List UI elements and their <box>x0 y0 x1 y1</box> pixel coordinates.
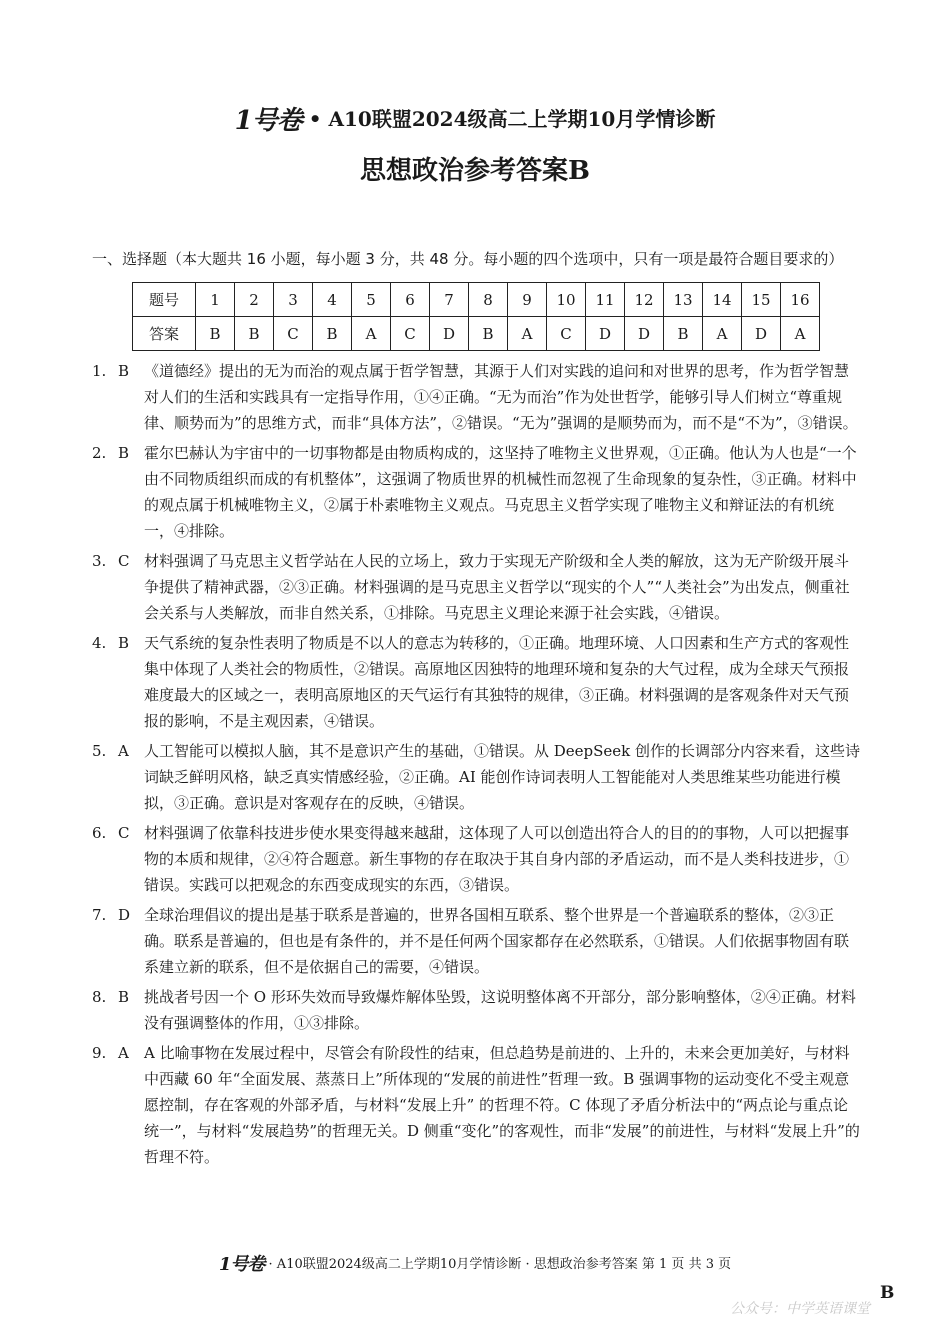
table-row-answers <box>133 317 820 351</box>
answer-cell: D <box>742 317 781 351</box>
footer <box>0 1250 950 1276</box>
header-title: • A10联盟2024级高二上学期10月学情诊断 <box>308 107 716 131</box>
question-number-cell: 4 <box>313 283 352 317</box>
item-number: 9. <box>92 1044 107 1062</box>
item-answer-letter: D <box>118 906 131 924</box>
question-number-cell: 16 <box>781 283 820 317</box>
list-item <box>92 1040 862 1170</box>
question-number-cell: 2 <box>235 283 274 317</box>
answer-cell: C <box>274 317 313 351</box>
answer-cell: A <box>703 317 742 351</box>
item-number: 8. <box>92 988 107 1006</box>
item-explanation: A 比喻事物在发展过程中，尽管会有阶段性的结束，但总趋势是前进的、上升的，未来会更加美好，与材料中西藏 60 年“全面发展、蒸蒸日上”所体现的“发展的前进性”哲理一致。B 强调事物的运动变化不受主观意愿控制，存在客观的外部矛盾，与材料“发展上升” 的哲理不符。C 体现了矛盾分析法中的“两点论与重点论统一”，与材料“发展趋势”的哲理无关。D 侧重“变化”的客观性，而非“发展”的前进性，与材料“发展上升”的哲理不符。 <box>144 1044 860 1166</box>
section-heading: 一、选择题（本大题共 16 小题，每小题 3 分，共 48 分。每小题的四个选项中，只有一项是最符合题目要求的） <box>92 250 844 268</box>
table-row-numbers <box>133 283 820 317</box>
item-explanation: 材料强调了依靠科技进步使水果变得越来越甜，这体现了人可以创造出符合人的目的的事物，人可以把握事物的本质和规律，②④符合题意。新生事物的存在取决于其自身内部的矛盾运动，而不是人类科技进步，①错误。实践可以把观念的东西变成现实的东西，③错误。 <box>144 824 850 894</box>
answer-explanations <box>92 358 862 1174</box>
watermark: 公众号：中学英语课堂 <box>730 1301 870 1317</box>
item-number: 2. <box>92 444 107 462</box>
answer-cell: D <box>625 317 664 351</box>
page-title: 思想政治参考答案B <box>360 156 590 186</box>
item-answer-letter: A <box>118 1044 129 1062</box>
answer-cell: C <box>391 317 430 351</box>
item-explanation: 挑战者号因一个 O 形环失效而导致爆炸解体坠毁，这说明整体离不开部分，部分影响整体，②④正确。材料没有强调整体的作用，①③排除。 <box>144 988 856 1032</box>
item-explanation: 《道德经》提出的无为而治的观点属于哲学智慧，其源于人们对实践的追问和对世界的思考，作为哲学智慧对人们的生活和实践具有一定指导作用，①④正确。“无为而治”作为处世哲学，能够引导人们树立“尊重规律、顺势而为”的思维方式，而非“具体方法”，②错误。“无为”强调的是顺势而为，而不是“不为”，③错误。 <box>144 362 858 432</box>
answer-cell: B <box>313 317 352 351</box>
list-item <box>92 440 862 544</box>
question-number-cell: 9 <box>508 283 547 317</box>
list-item <box>92 630 862 734</box>
question-number-cell: 1 <box>196 283 235 317</box>
table-header-cell: 答案 <box>133 317 196 351</box>
question-number-cell: 15 <box>742 283 781 317</box>
item-explanation: 人工智能可以模拟人脑，其不是意识产生的基础，①错误。从 DeepSeek 创作的长调部分内容来看，这些诗词缺乏鲜明风格，缺乏真实情感经验，②正确。AI 能创作诗词表明人工智能能对人类思维某些功能进行模拟，③正确。意识是对客观存在的反映，④错误。 <box>144 742 861 812</box>
answer-cell: B <box>469 317 508 351</box>
answer-cell: B <box>235 317 274 351</box>
list-item <box>92 738 862 816</box>
list-item <box>92 984 862 1036</box>
item-number: 6. <box>92 824 107 842</box>
item-answer-letter: C <box>118 824 130 842</box>
answer-cell: D <box>430 317 469 351</box>
brand-logo: 1号卷 <box>234 106 302 136</box>
item-number: 5. <box>92 742 107 760</box>
footer-logo: 1号卷 <box>218 1254 265 1275</box>
question-number-cell: 12 <box>625 283 664 317</box>
question-number-cell: 8 <box>469 283 508 317</box>
list-item <box>92 548 862 626</box>
item-number: 7. <box>92 906 107 924</box>
item-explanation: 材料强调了马克思主义哲学站在人民的立场上，致力于实现无产阶级和全人类的解放，这为无产阶级开展斗争提供了精神武器，②③正确。材料强调的是马克思主义哲学以“现实的个人”“人类社会”为出发点，侧重社会关系与人类解放，而非自然关系，①排除。马克思主义理论来源于社会实践，④错误。 <box>144 552 850 622</box>
answer-cell: D <box>586 317 625 351</box>
answer-cell: A <box>352 317 391 351</box>
question-number-cell: 10 <box>547 283 586 317</box>
item-explanation: 霍尔巴赫认为宇宙中的一切事物都是由物质构成的，这坚持了唯物主义世界观，①正确。他认为人也是“一个由不同物质组织而成的有机整体”，这强调了物质世界的机械性而忽视了生命现象的复杂性，③正确。材料中的观点属于机械唯物主义，②属于朴素唯物主义观点。马克思主义哲学实现了唯物主义和辩证法的有机统一，④排除。 <box>144 444 857 540</box>
item-explanation: 天气系统的复杂性表明了物质是不以人的意志为转移的，①正确。地理环境、人口因素和生产方式的客观性集中体现了人类社会的物质性，②错误。高原地区因独特的地理环境和复杂的大气过程，成为全球天气预报难度最大的区域之一，表明高原地区的天气运行有其独特的规律，③正确。材料强调的是客观条件对天气预报的影响，不是主观因素，④错误。 <box>144 634 850 730</box>
answer-cell: B <box>664 317 703 351</box>
item-answer-letter: B <box>118 988 130 1006</box>
item-number: 3. <box>92 552 107 570</box>
item-answer-letter: B <box>118 444 130 462</box>
question-number-cell: 6 <box>391 283 430 317</box>
question-number-cell: 7 <box>430 283 469 317</box>
version-mark: B <box>880 1283 895 1303</box>
item-answer-letter: B <box>118 362 130 380</box>
item-explanation: 全球治理倡议的提出是基于联系是普遍的，世界各国相互联系、整个世界是一个普遍联系的整体，②③正确。联系是普遍的，但也是有条件的，并不是任何两个国家都存在必然联系，①错误。人们依据事物固有联系建立新的联系，但不是依据自己的需要，④错误。 <box>144 906 850 976</box>
item-number: 1. <box>92 362 107 380</box>
item-answer-letter: C <box>118 552 130 570</box>
table-header-cell: 题号 <box>133 283 196 317</box>
item-number: 4. <box>92 634 107 652</box>
item-answer-letter: A <box>118 742 129 760</box>
question-number-cell: 3 <box>274 283 313 317</box>
question-number-cell: 13 <box>664 283 703 317</box>
question-number-cell: 11 <box>586 283 625 317</box>
header <box>0 100 950 137</box>
question-number-cell: 14 <box>703 283 742 317</box>
answer-table <box>132 282 820 351</box>
list-item <box>92 902 862 980</box>
question-number-cell: 5 <box>352 283 391 317</box>
footer-text: · A10联盟2024级高二上学期10月学情诊断 · 思想政治参考答案 第 1 页 共 3 页 <box>268 1257 732 1272</box>
answer-cell: A <box>508 317 547 351</box>
answer-cell: C <box>547 317 586 351</box>
list-item <box>92 358 862 436</box>
list-item <box>92 820 862 898</box>
answer-cell: A <box>781 317 820 351</box>
answer-cell: B <box>196 317 235 351</box>
item-answer-letter: B <box>118 634 130 652</box>
